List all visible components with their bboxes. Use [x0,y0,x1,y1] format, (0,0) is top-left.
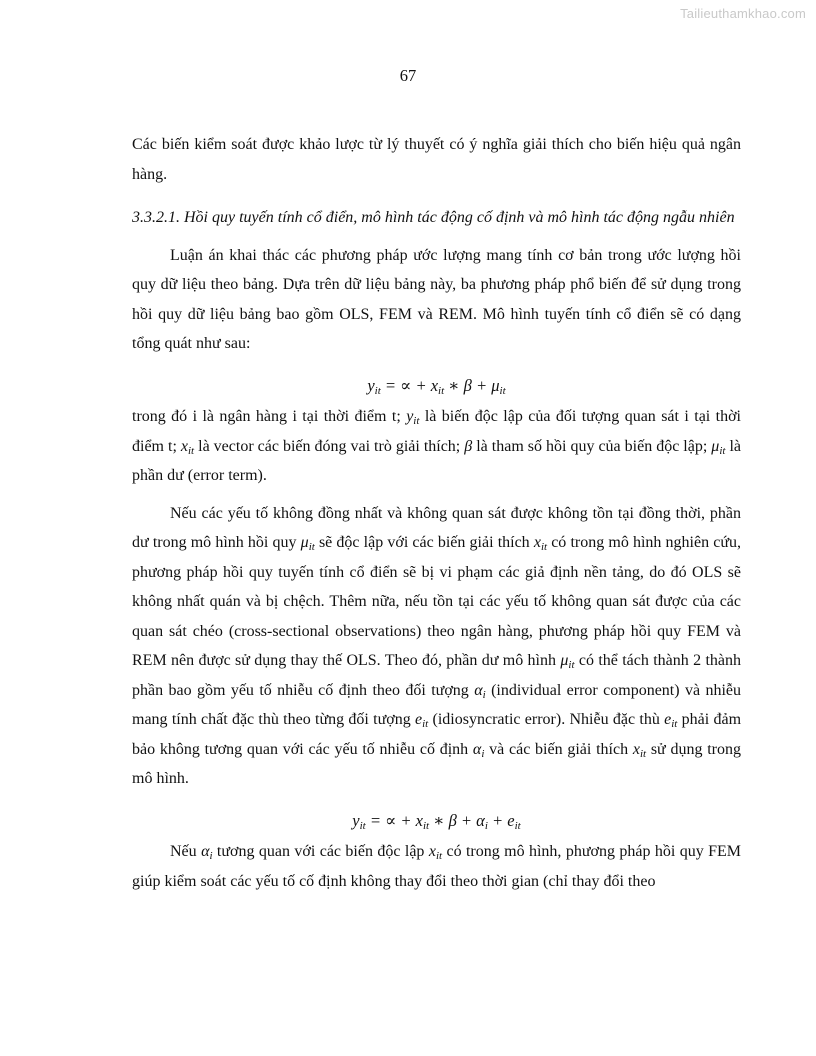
section-heading: 3.3.2.1. Hồi quy tuyến tính cổ điển, mô hình tác động cố định và mô hình tác động ngẫu nhiên [132,209,735,226]
paragraph-fem-control: Nếu $\alpha_i$ tương quan với các biến độc lập $x_{it}$ có trong mô hình, phương pháp hồi quy FEM giúp kiểm soát các yếu tố cố định không thay đổi theo thời gian (chỉ thay đổi theo [132,843,742,890]
equation-ols: $y_{it}$ = ∝ + $x_{it}$ ∗ $\beta + \mu_{it}$ [367,375,506,397]
page-number: 67 [399,66,417,85]
paragraph-methods: Luận án khai thác các phương pháp ước lượng mang tính cơ bản trong ước lượng hồi quy dữ liệu theo bảng. Dựa trên dữ liệu bảng này, ba phương pháp phổ biến để sử dụng trong hồi quy dữ liệu bảng bao gồm OLS, FEM và REM. Mô hình tuyến tính cổ điển sẽ có dạng tổng quát như sau: [132,246,741,352]
paragraph-intro: Các biến kiểm soát được khảo lược từ lý thuyết có ý nghĩa giải thích cho biến hiệu quả ngân hàng. [132,136,741,183]
equation-panel: $y_{it}$ = ∝ + $x_{it}$ ∗ $\beta + \alpha_i + e_{it}$ [352,810,521,832]
paragraph-definitions: trong đó i là ngân hàng i tại thời điểm t; $y_{it}$ là biến độc lập của đối tượng quan sát i tại thời điểm t; $x_{it}$ là vector các biến đóng vai trò giải thích; β là tham số hồi quy của biến độc lập; $\mu_{it}$ là phần dư (error term). [132,408,742,484]
watermark: Tailieuthamkhao.com [680,6,806,21]
document-body [132,130,741,896]
paragraph-fem-rem: Nếu các yếu tố không đồng nhất và không quan sát được không tồn tại đồng thời, phần dư trong mô hình hồi quy $\mu_{it}$ sẽ độc lập với các biến giải thích $x_{it}$ có trong mô hình nghiên cứu, phương pháp hồi quy tuyến tính cổ điển sẽ bị vi phạm các giả định nền tảng, do đó OLS sẽ không nhất quán và bị chệch. Thêm nữa, nếu tồn tại các yếu tố không quan sát được của các quan sát chéo (cross-sectional observations) theo ngân hàng, phương pháp hồi quy FEM và REM nên được sử dụng thay thế OLS. Theo đó, phần dư mô hình $\mu_{it}$ có thể tách thành 2 thành phần bao gồm yếu tố nhiễu cố định theo đối tượng $\alpha_i$ (individual error component) và nhiễu mang tính chất đặc thù theo từng đối tượng $e_{it}$ (idiosyncratic error). Nhiễu đặc thù $e_{it}$ phải đảm bảo không tương quan với các yếu tố nhiễu cố định $\alpha_i$ và các biến giải thích $x_{it}$ sử dụng trong mô hình. [132,504,742,787]
